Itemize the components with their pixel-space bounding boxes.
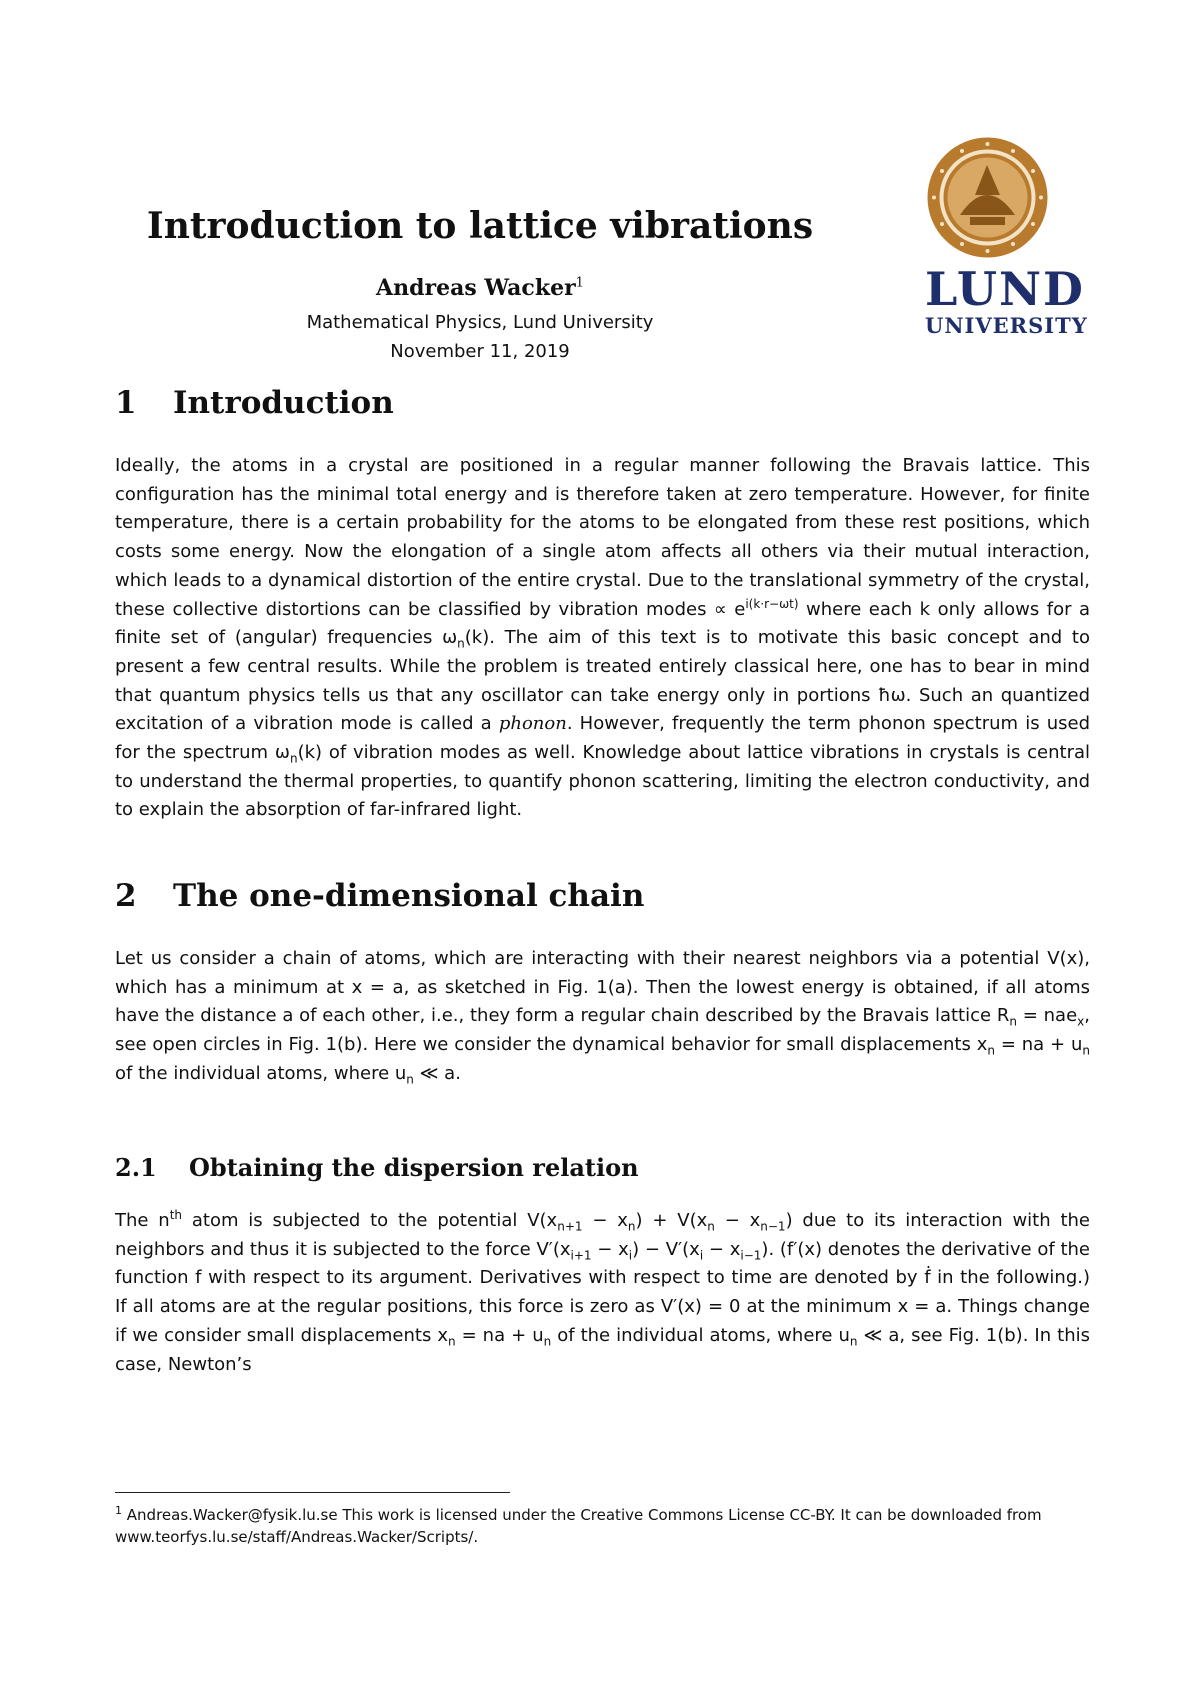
section-title: The one-dimensional chain <box>173 878 645 914</box>
section-number: 1 <box>115 385 137 421</box>
wordmark-line1: LUND <box>925 262 1085 316</box>
lund-university-logo <box>925 135 1088 338</box>
section-number: 2 <box>115 878 137 914</box>
footnote-mark: 1 <box>115 1504 122 1517</box>
section-heading-one-dimensional-chain <box>115 878 644 914</box>
subsection-title: Obtaining the dispersion relation <box>189 1153 639 1182</box>
paper-author <box>115 275 845 301</box>
paragraph-introduction: Ideally, the atoms in a crystal are positioned in a regular manner following the Bravais lattice. This configuration has the minimal total energy and is therefore taken at zero temperature. However, for finite temperature, there is a certain probability for the atoms to be elongated from these rest positions, which costs some energy. Now the elongation of a single atom affects all others via their mutual interaction, which leads to a dynamical distortion of the entire crystal. Due to the translational symmetry of the crystal, these collective distortions can be classified by vibration modes ∝ $e^{i(k\cdot r-\omega t)}$ where each k only allows for a finite set of (angular) frequencies $\omega_n(k)$. The aim of this text is to motivate this basic concept and to present a few central results. While the problem is treated entirely classical here, one has to bear in mind that quantum physics tells us that any oscillator can take energy only in portions ħω. Such an quantized excitation of a vibration mode is called a phonon. However, frequently the term phonon spectrum is used for the spectrum $\omega_n(k)$ of vibration modes as well. Knowledge about lattice vibrations in crystals is central to understand the thermal properties, to quantify phonon scattering, limiting the electron conductivity, and to explain the absorption of far-infrared light. <box>115 455 1091 821</box>
footnote <box>115 1500 1090 1548</box>
paper-title: Introduction to lattice vibrations <box>146 205 814 247</box>
author-name: Andreas Wacker <box>376 275 576 301</box>
paragraph-chain: Let us consider a chain of atoms, which are interacting with their nearest neighbors via a potential V(x), which has a minimum at x = a, as sketched in Fig. 1(a). Then the lowest energy is obtained, if all atoms have the distance a of each other, i.e., they form a regular chain described by the Bravais lattice $R_n = nae_x$, see open circles in Fig. 1(b). Here we consider the dynamical behavior for small displacements $x_n$ = na + $u_n$ of the individual atoms, where $u_n$ ≪ a. <box>115 948 1090 1087</box>
footnote-text: Andreas.Wacker@fysik.lu.se This work is licensed under the Creative Commons License CC-BY. It can be downloaded from www.teorfys.lu.se/staff/Andreas.Wacker/Scripts/. <box>115 1506 1042 1546</box>
subsection-number: 2.1 <box>115 1153 157 1182</box>
section-title: Introduction <box>173 385 394 421</box>
footnote-rule <box>115 1492 510 1493</box>
wordmark-line2: UNIVERSITY <box>925 313 1088 338</box>
paper-date: November 11, 2019 <box>390 341 570 362</box>
paper-affiliation: Mathematical Physics, Lund University <box>306 312 654 333</box>
section-heading-introduction <box>115 385 394 421</box>
paragraph-dispersion: The $n^{th}$ atom is subjected to the potential $V(x_{n+1} - x_n) + V(x_n - x_{n-1})$ due to its interaction with the neighbors and thus it is subjected to the force $V'(x_{i+1} - x_i) - V'(x_i - x_{i-1})$. (f′(x) denotes the derivative of the function f with respect to its argument. Derivatives with respect to time are denoted by ḟ in the following.) If all atoms are at the regular positions, this force is zero as V′(x) = 0 at the minimum x = a. Things change if we consider small displacements $x_n$ = na + $u_n$ of the individual atoms, where $u_n$ ≪ a, see Fig. 1(b). In this case, Newton’s <box>115 1208 1091 1375</box>
lund-wordmark <box>925 262 1088 338</box>
author-footnote-mark: 1 <box>575 275 584 291</box>
subsection-heading-dispersion <box>115 1153 639 1182</box>
lund-university-seal <box>925 135 1050 260</box>
